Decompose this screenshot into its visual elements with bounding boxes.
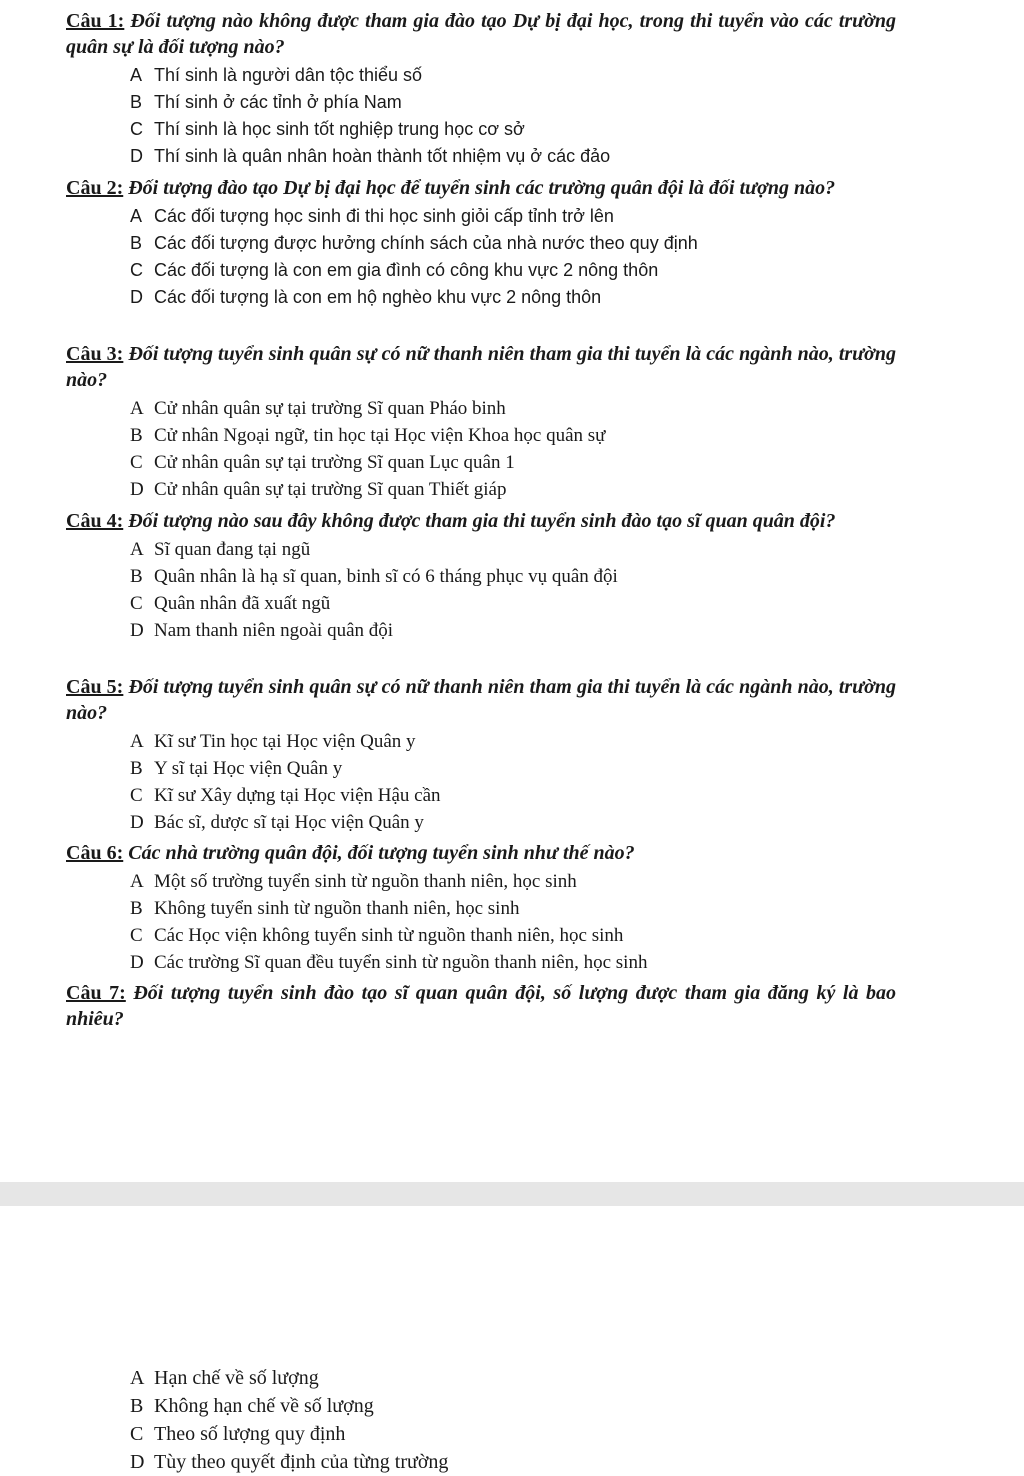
question-6	[66, 840, 896, 976]
question-6-option-d	[130, 949, 896, 976]
question-2-heading	[66, 175, 896, 201]
question-6-text: Các nhà trường quân đội, đối tượng tuyển sinh như thế nào?	[123, 842, 635, 864]
question-1-options	[66, 62, 896, 170]
question-5-number: Câu 5:	[66, 676, 124, 698]
question-7-option-b	[130, 1392, 448, 1420]
option-text: Các Học viện không tuyển sinh từ nguồn thanh niên, học sinh	[154, 925, 624, 946]
option-letter: A	[130, 731, 144, 752]
option-letter: D	[130, 620, 144, 641]
question-2-options	[66, 203, 896, 311]
question-2-number: Câu 2:	[66, 177, 124, 199]
option-text: Thí sinh là người dân tộc thiểu số	[154, 65, 423, 85]
option-letter: C	[130, 785, 143, 806]
option-text: Hạn chế về số lượng	[154, 1367, 319, 1389]
option-text: Không hạn chế về số lượng	[154, 1395, 374, 1417]
question-4-option-a	[130, 536, 896, 563]
option-text: Cử nhân Ngoại ngữ, tin học tại Học viện Khoa học quân sự	[154, 425, 606, 446]
option-letter: D	[130, 287, 143, 307]
question-3-option-a	[130, 395, 896, 422]
option-text: Kĩ sư Xây dựng tại Học viện Hậu cần	[154, 785, 441, 806]
option-text: Không tuyển sinh từ nguồn thanh niên, học sinh	[154, 898, 520, 919]
option-letter: C	[130, 925, 143, 946]
question-3	[66, 341, 896, 503]
question-7-option-d	[130, 1448, 448, 1476]
question-4-option-d	[130, 617, 896, 644]
question-2-option-c	[130, 257, 896, 284]
option-letter: C	[130, 452, 143, 473]
option-letter: B	[130, 425, 143, 446]
question-4-options	[66, 536, 896, 644]
option-letter: B	[130, 758, 143, 779]
option-text: Các đối tượng là con em gia đình có công khu vực 2 nông thôn	[154, 260, 659, 280]
question-4-option-b	[130, 563, 896, 590]
question-6-heading	[66, 840, 896, 866]
page-separator	[0, 1182, 1024, 1206]
question-7	[66, 980, 896, 1032]
option-letter: C	[130, 260, 143, 280]
option-letter: C	[130, 1423, 144, 1445]
question-4-number: Câu 4:	[66, 510, 124, 532]
option-text: Quân nhân đã xuất ngũ	[154, 593, 331, 614]
option-letter: A	[130, 398, 144, 419]
question-1-text: Đối tượng nào không được tham gia đào tạo Dự bị đại học, trong thi tuyển vào các trường quân sự là đối tượng nào?	[66, 10, 897, 58]
option-letter: A	[130, 206, 143, 226]
option-text: Cử nhân quân sự tại trường Sĩ quan Lục quân 1	[154, 452, 515, 473]
question-7-option-a	[130, 1364, 448, 1392]
question-1-option-a	[130, 62, 896, 89]
option-text: Các đối tượng là con em hộ nghèo khu vực 2 nông thôn	[154, 287, 602, 307]
question-5-options	[66, 728, 896, 836]
question-4-heading	[66, 508, 896, 534]
question-7-options	[130, 1364, 448, 1476]
option-text: Thí sinh ở các tỉnh ở phía Nam	[154, 92, 402, 112]
option-text: Các trường Sĩ quan đều tuyển sinh từ nguồn thanh niên, học sinh	[154, 952, 648, 973]
option-text: Thí sinh là học sinh tốt nghiệp trung học cơ sở	[154, 119, 525, 139]
question-6-option-b	[130, 895, 896, 922]
option-text: Quân nhân là hạ sĩ quan, binh sĩ có 6 tháng phục vụ quân đội	[154, 566, 618, 587]
question-5-text: Đối tượng tuyển sinh quân sự có nữ thanh niên tham gia thi tuyển là các ngành nào, trường nào?	[66, 676, 897, 724]
option-letter: C	[130, 593, 143, 614]
question-2-option-a	[130, 203, 896, 230]
option-letter: B	[130, 898, 143, 919]
question-3-option-c	[130, 449, 896, 476]
question-3-option-b	[130, 422, 896, 449]
option-letter: D	[130, 479, 144, 500]
question-1-option-c	[130, 116, 896, 143]
question-2	[66, 175, 896, 311]
option-text: Y sĩ tại Học viện Quân y	[154, 758, 343, 779]
option-text: Cử nhân quân sự tại trường Sĩ quan Pháo binh	[154, 398, 506, 419]
option-letter: D	[130, 952, 144, 973]
option-text: Các đối tượng học sinh đi thi học sinh giỏi cấp tỉnh trở lên	[154, 206, 614, 226]
option-text: Bác sĩ, dược sĩ tại Học viện Quân y	[154, 812, 424, 833]
option-text: Nam thanh niên ngoài quân đội	[154, 620, 394, 641]
option-text: Sĩ quan đang tại ngũ	[154, 539, 311, 560]
question-1	[66, 8, 896, 170]
option-text: Cử nhân quân sự tại trường Sĩ quan Thiết giáp	[154, 479, 507, 500]
question-7-number: Câu 7:	[66, 982, 126, 1004]
option-letter: A	[130, 871, 144, 892]
question-4	[66, 508, 896, 644]
option-letter: B	[130, 1395, 144, 1417]
question-5-option-a	[130, 728, 896, 755]
question-3-text: Đối tượng tuyển sinh quân sự có nữ thanh niên tham gia thi tuyển là các ngành nào, trường nào?	[66, 343, 897, 391]
question-2-option-b	[130, 230, 896, 257]
question-3-number: Câu 3:	[66, 343, 124, 365]
question-5-option-b	[130, 755, 896, 782]
option-letter: C	[130, 119, 143, 139]
option-letter: B	[130, 92, 143, 112]
option-text: Kĩ sư Tin học tại Học viện Quân y	[154, 731, 416, 752]
question-3-option-d	[130, 476, 896, 503]
question-6-option-a	[130, 868, 896, 895]
option-text: Một số trường tuyển sinh từ nguồn thanh niên, học sinh	[154, 871, 577, 892]
option-letter: A	[130, 65, 143, 85]
question-5-option-c	[130, 782, 896, 809]
option-text: Thí sinh là quân nhân hoàn thành tốt nhiệm vụ ở các đảo	[154, 146, 611, 166]
option-letter: B	[130, 566, 143, 587]
question-7-text: Đối tượng tuyển sinh đào tạo sĩ quan quân đội, số lượng được tham gia đăng ký là bao nhiêu?	[66, 982, 896, 1030]
question-4-option-c	[130, 590, 896, 617]
question-4-text: Đối tượng nào sau đây không được tham gia thi tuyển sinh đào tạo sĩ quan quân đội?	[123, 510, 836, 532]
option-letter: A	[130, 1367, 145, 1389]
question-2-option-d	[130, 284, 896, 311]
option-letter: D	[130, 146, 143, 166]
question-1-option-b	[130, 89, 896, 116]
option-text: Tùy theo quyết định của từng trường	[154, 1451, 449, 1473]
question-2-text: Đối tượng đào tạo Dự bị đại học để tuyển sinh các trường quân đội là đối tượng nào?	[123, 177, 836, 199]
question-5	[66, 674, 896, 836]
option-text: Các đối tượng được hưởng chính sách của nhà nước theo quy định	[154, 233, 698, 253]
option-text: Theo số lượng quy định	[154, 1423, 346, 1445]
question-6-number: Câu 6:	[66, 842, 124, 864]
question-1-number: Câu 1:	[66, 10, 125, 32]
question-3-options	[66, 395, 896, 503]
question-5-heading	[66, 674, 896, 726]
question-1-option-d	[130, 143, 896, 170]
option-letter: B	[130, 233, 143, 253]
question-1-heading	[66, 8, 896, 60]
question-7-option-c	[130, 1420, 448, 1448]
question-3-heading	[66, 341, 896, 393]
question-7-heading	[66, 980, 896, 1032]
option-letter: D	[130, 1451, 145, 1473]
question-5-option-d	[130, 809, 896, 836]
option-letter: A	[130, 539, 144, 560]
option-letter: D	[130, 812, 144, 833]
question-6-options	[66, 868, 896, 976]
question-6-option-c	[130, 922, 896, 949]
